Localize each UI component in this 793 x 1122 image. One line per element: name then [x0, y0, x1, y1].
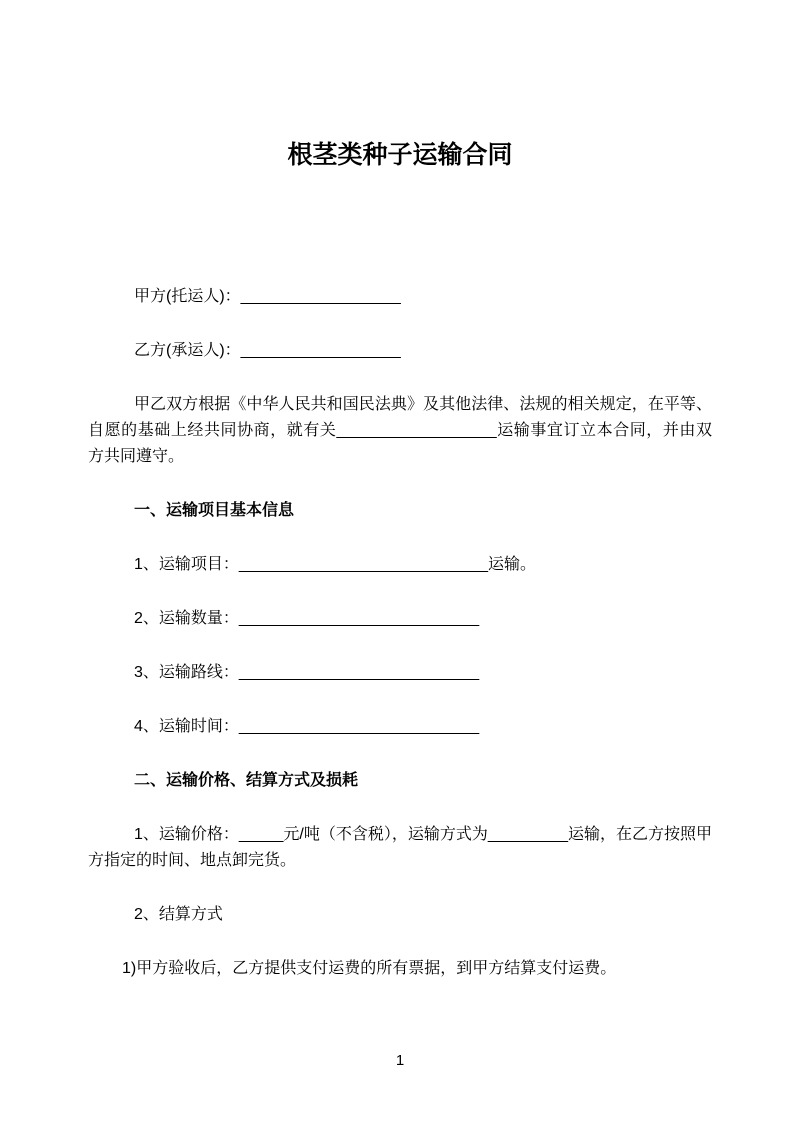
page-number: 1: [395, 1052, 405, 1069]
item-settlement-detail-1: 1)甲方验收后，乙方提供支付运费的所有票据，到甲方结算支付运费。: [122, 960, 617, 977]
party-a-line: 甲方(托运人)：__________________: [134, 288, 401, 305]
item-transport-time: 4、运输时间：___________________________: [134, 718, 480, 735]
item-transport-quantity: 2、运输数量：___________________________: [134, 610, 480, 627]
item-settlement-method: 2、结算方式: [134, 906, 223, 923]
section-1-heading: 一、运输项目基本信息: [134, 502, 295, 519]
document-title: 根茎类种子运输合同: [287, 141, 513, 169]
item-transport-route: 3、运输路线：___________________________: [134, 664, 480, 681]
item-transport-project: 1、运输项目：____________________________运输。: [134, 556, 537, 573]
party-b-line: 乙方(承运人)：__________________: [134, 342, 401, 359]
item-transport-price: 1、运输价格：_____元/吨（不含税），运输方式为_________运输，在乙方按照甲方指定的时间、地点卸完货。: [88, 826, 712, 869]
preamble-paragraph: 甲乙双方根据《中华人民共和国民法典》及其他法律、法规的相关规定，在平等、自愿的基础上经共同协商，就有关__________________运输事宜订立本合同，并由双方共同遵守。: [88, 396, 712, 465]
section-2-heading: 二、运输价格、结算方式及损耗: [134, 772, 359, 789]
